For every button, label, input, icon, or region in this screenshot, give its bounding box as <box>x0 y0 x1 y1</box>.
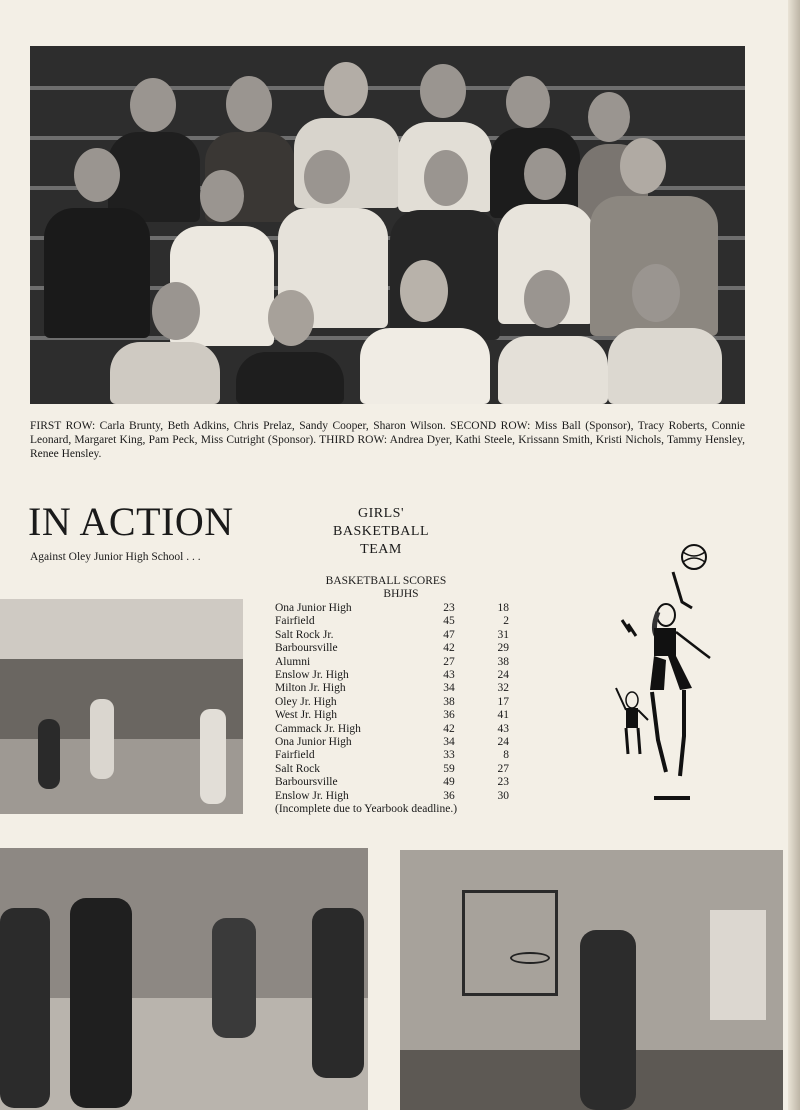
score-opp: 31 <box>497 628 509 641</box>
section-title: IN ACTION <box>28 499 234 544</box>
score-opp: 41 <box>497 709 509 722</box>
score-row <box>275 776 509 789</box>
score-opponent: Salt Rock Jr. <box>275 628 334 641</box>
scores-school-header: BHJHS <box>383 588 419 600</box>
score-opp: 38 <box>497 655 509 668</box>
score-row <box>275 602 509 615</box>
player-figure <box>90 699 114 779</box>
girl-body <box>44 208 150 338</box>
girl-head <box>620 138 666 194</box>
score-bhjhs: 43 <box>443 669 455 682</box>
score-opponent: Alumni <box>275 655 311 668</box>
score-row <box>275 642 509 655</box>
score-opponent: Ona Junior High <box>275 602 352 614</box>
score-opponent: Cammack Jr. High <box>275 722 361 735</box>
girl-head <box>304 150 350 204</box>
score-opp: 24 <box>497 669 509 682</box>
score-bhjhs: 23 <box>443 602 455 614</box>
girl-body <box>498 336 608 404</box>
girl-head <box>420 64 466 118</box>
player-figure <box>580 930 636 1110</box>
girl-head <box>424 150 468 206</box>
hoop <box>510 952 550 964</box>
score-row <box>275 669 509 682</box>
score-row <box>275 790 509 803</box>
team-heading-line: BASKETBALL <box>333 524 429 539</box>
score-row <box>275 763 509 776</box>
girl-head <box>200 170 244 222</box>
gym-ceiling <box>0 599 243 659</box>
score-bhjhs: 49 <box>443 776 455 789</box>
scores-table <box>275 602 509 817</box>
team-heading <box>306 505 456 559</box>
scores-note: (Incomplete due to Yearbook deadline.) <box>275 803 458 816</box>
score-row <box>275 723 509 736</box>
score-bhjhs: 42 <box>443 722 455 735</box>
score-opponent: Barboursville <box>275 776 338 789</box>
score-opponent: Enslow Jr. High <box>275 669 349 682</box>
player-figure <box>212 918 256 1038</box>
score-row <box>275 736 509 749</box>
action-photo-court <box>0 848 368 1110</box>
girl-head <box>588 92 630 142</box>
score-opp: 2 <box>503 615 509 628</box>
score-bhjhs: 45 <box>443 615 455 628</box>
score-bhjhs: 34 <box>443 682 455 695</box>
score-opponent: Fairfield <box>275 615 315 628</box>
girl-head <box>524 270 570 328</box>
girl-head <box>130 78 176 132</box>
score-opponent: Salt Rock <box>275 762 321 775</box>
player-figure <box>0 908 50 1108</box>
score-row <box>275 709 509 722</box>
score-opp: 30 <box>497 789 509 802</box>
score-opp: 43 <box>497 722 509 735</box>
action-photo-gym <box>0 599 243 814</box>
basketball-icon <box>682 545 706 569</box>
score-opponent: Enslow Jr. High <box>275 789 349 802</box>
girl-head <box>74 148 120 202</box>
girl-head <box>226 76 272 132</box>
girl-head <box>268 290 314 346</box>
score-row <box>275 656 509 669</box>
player-figure <box>312 908 364 1078</box>
score-row <box>275 615 509 628</box>
scores-heading <box>306 575 466 601</box>
team-photo-caption: FIRST ROW: Carla Brunty, Beth Adkins, Chris Prelaz, Sandy Cooper, Sharon Wilson. SECOND ROW: Miss Ball (Sponsor), Tracy Roberts, Connie Leonard, Margaret King, Pam Peck, Miss Cutright (Sponsor). THIRD ROW: Andrea Dyer, Kathi Steele, Krissann Smith, Kristi Nichols, Tammy Hensley, Renee Hensley. <box>30 420 745 460</box>
score-opp: 18 <box>497 602 509 614</box>
player-figure <box>38 719 60 789</box>
score-bhjhs: 33 <box>443 749 455 762</box>
score-opponent: Oley Jr. High <box>275 695 337 708</box>
score-bhjhs: 47 <box>443 628 455 641</box>
girl-head <box>152 282 200 340</box>
team-heading-line: GIRLS' <box>358 506 404 521</box>
girl-head <box>506 76 550 128</box>
score-bhjhs: 38 <box>443 695 455 708</box>
score-opp: 27 <box>497 762 509 775</box>
girl-body <box>110 342 220 404</box>
page-edge <box>788 0 800 1110</box>
wall-panel <box>710 910 766 1020</box>
action-photo-shot <box>400 850 783 1110</box>
score-opp: 17 <box>497 695 509 708</box>
score-row <box>275 629 509 642</box>
team-photo <box>30 46 745 404</box>
score-row <box>275 696 509 709</box>
backboard <box>462 890 558 996</box>
score-opponent: Barboursville <box>275 642 338 655</box>
girl-head <box>400 260 448 322</box>
girl-body <box>236 352 344 404</box>
score-bhjhs: 42 <box>443 642 455 655</box>
girl-body <box>360 328 490 404</box>
score-opponent: Fairfield <box>275 749 315 762</box>
score-opponent: Milton Jr. High <box>275 682 346 695</box>
player-figure <box>70 898 132 1108</box>
player-figure <box>200 709 226 804</box>
score-opp: 29 <box>497 642 509 655</box>
score-row <box>275 682 509 695</box>
girl-body <box>608 328 722 404</box>
section-subtitle: Against Oley Junior High School . . . <box>30 551 201 563</box>
team-heading-line: TEAM <box>360 542 402 557</box>
scores-title: BASKETBALL SCORES <box>325 575 447 587</box>
girl-head <box>324 62 368 116</box>
score-bhjhs: 27 <box>443 655 455 668</box>
score-bhjhs: 36 <box>443 709 455 722</box>
score-opp: 32 <box>497 682 509 695</box>
girl-head <box>524 148 566 200</box>
score-opp: 23 <box>497 776 509 789</box>
score-bhjhs: 36 <box>443 789 455 802</box>
score-bhjhs: 59 <box>443 762 455 775</box>
basketball-player-illustration <box>610 540 730 805</box>
girl-head <box>632 264 680 322</box>
score-opp: 24 <box>497 736 509 749</box>
score-row <box>275 749 509 762</box>
score-bhjhs: 34 <box>443 736 455 749</box>
score-opp: 8 <box>503 749 509 762</box>
score-opponent: Ona Junior High <box>275 736 352 749</box>
score-opponent: West Jr. High <box>275 709 338 722</box>
